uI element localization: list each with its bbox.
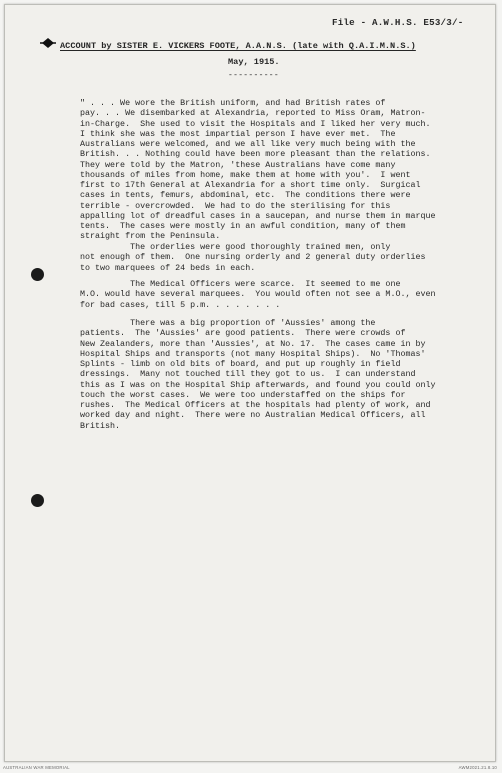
- text-line: worked day and night. There were no Australian Medical Officers, all: [80, 410, 426, 421]
- text-line: thousands of miles from home, make them at home with you'. I went: [80, 169, 411, 180]
- paragraph-1: [80, 98, 472, 242]
- text-line: dressings. Many not touched till they got to us. I can understand: [80, 369, 416, 380]
- binder-hole-icon: [31, 268, 44, 281]
- archive-footer-right: AWM2021.21.8.10: [458, 765, 497, 770]
- text-line: terrible - overcrowded. We had to do the sterilising for this: [80, 200, 391, 211]
- binder-hole-icon: [31, 494, 44, 507]
- text-line: for bad cases, till 5 p.m. . . . . . . .: [80, 299, 281, 310]
- file-reference: File - A.W.H.S. E53/3/-: [332, 17, 464, 28]
- text-line: British. . . Nothing could have been more pleasant than the relations.: [80, 149, 431, 160]
- text-line: straight from the Peninsula.: [80, 231, 221, 242]
- text-line: The orderlies were good thoroughly trained men, only: [80, 242, 391, 252]
- text-line: Splints - limb on old bits of board, and put up roughly in field: [80, 359, 401, 369]
- text-line: first to 17th General at Alexandria for a short time only. Surgical: [80, 180, 421, 190]
- text-line: not enough of them. One nursing orderly and 2 general duty orderlies: [80, 252, 426, 263]
- text-line: in-Charge. She used to visit the Hospitals and I liked her very much.: [80, 118, 431, 129]
- paragraph-4: [80, 318, 472, 431]
- text-line: New Zealanders, more than 'Aussies', at No. 17. The cases came in by: [80, 338, 426, 349]
- text-line: patients. The 'Aussies' are good patients. There were crowds of: [80, 328, 406, 339]
- text-line: I think she was the most impartial person I have ever met. The: [80, 128, 396, 139]
- text-line: to two marquees of 24 beds in each.: [80, 262, 256, 273]
- text-line: They were told by the Matron, 'these Australians have come many: [80, 159, 396, 170]
- text-line: tents. The cases were mostly in an awful condition, many of them: [80, 221, 406, 231]
- document-heading: ACCOUNT by SISTER E. VICKERS FOOTE, A.A.N.S. (late with Q.A.I.M.N.S.): [60, 41, 416, 51]
- paragraph-3: [80, 279, 472, 310]
- text-line: this as I was on the Hospital Ship afterwards, and found you could only: [80, 379, 436, 390]
- staple-pin-icon: [40, 37, 56, 49]
- document-date: May, 1915.: [228, 57, 280, 67]
- text-line: touch the worst cases. We were too understaffed on the ships for: [80, 389, 406, 400]
- archive-footer-left: AUSTRALIAN WAR MEMORIAL: [3, 765, 70, 770]
- text-line: The Medical Officers were scarce. It seemed to me one: [80, 279, 401, 289]
- text-line: Australians were welcomed, and we all like very much being with the: [80, 139, 416, 149]
- text-line: pay. . . We disembarked at Alexandria, reported to Miss Oram, Matron-: [80, 108, 426, 119]
- text-line: Hospital Ships and transports (not many Hospital Ships). No 'Thomas': [80, 348, 426, 359]
- text-line: " . . . We wore the British uniform, and had British rates of: [80, 98, 386, 108]
- text-line: cases in tents, femurs, abdominal, etc. The conditions there were: [80, 190, 411, 201]
- text-line: rushes. The Medical Officers at the hospitals had plenty of work, and: [80, 400, 431, 410]
- text-line: M.O. would have several marquees. You would often not see a M.O., even: [80, 289, 436, 300]
- date-underline: ----------: [228, 71, 280, 80]
- text-line: British.: [80, 420, 121, 431]
- paragraph-2: [80, 242, 472, 273]
- text-line: There was a big proportion of 'Aussies' among the: [80, 318, 376, 328]
- text-line: appalling lot of dreadful cases in a saucepan, and nurse them in marque: [80, 210, 436, 221]
